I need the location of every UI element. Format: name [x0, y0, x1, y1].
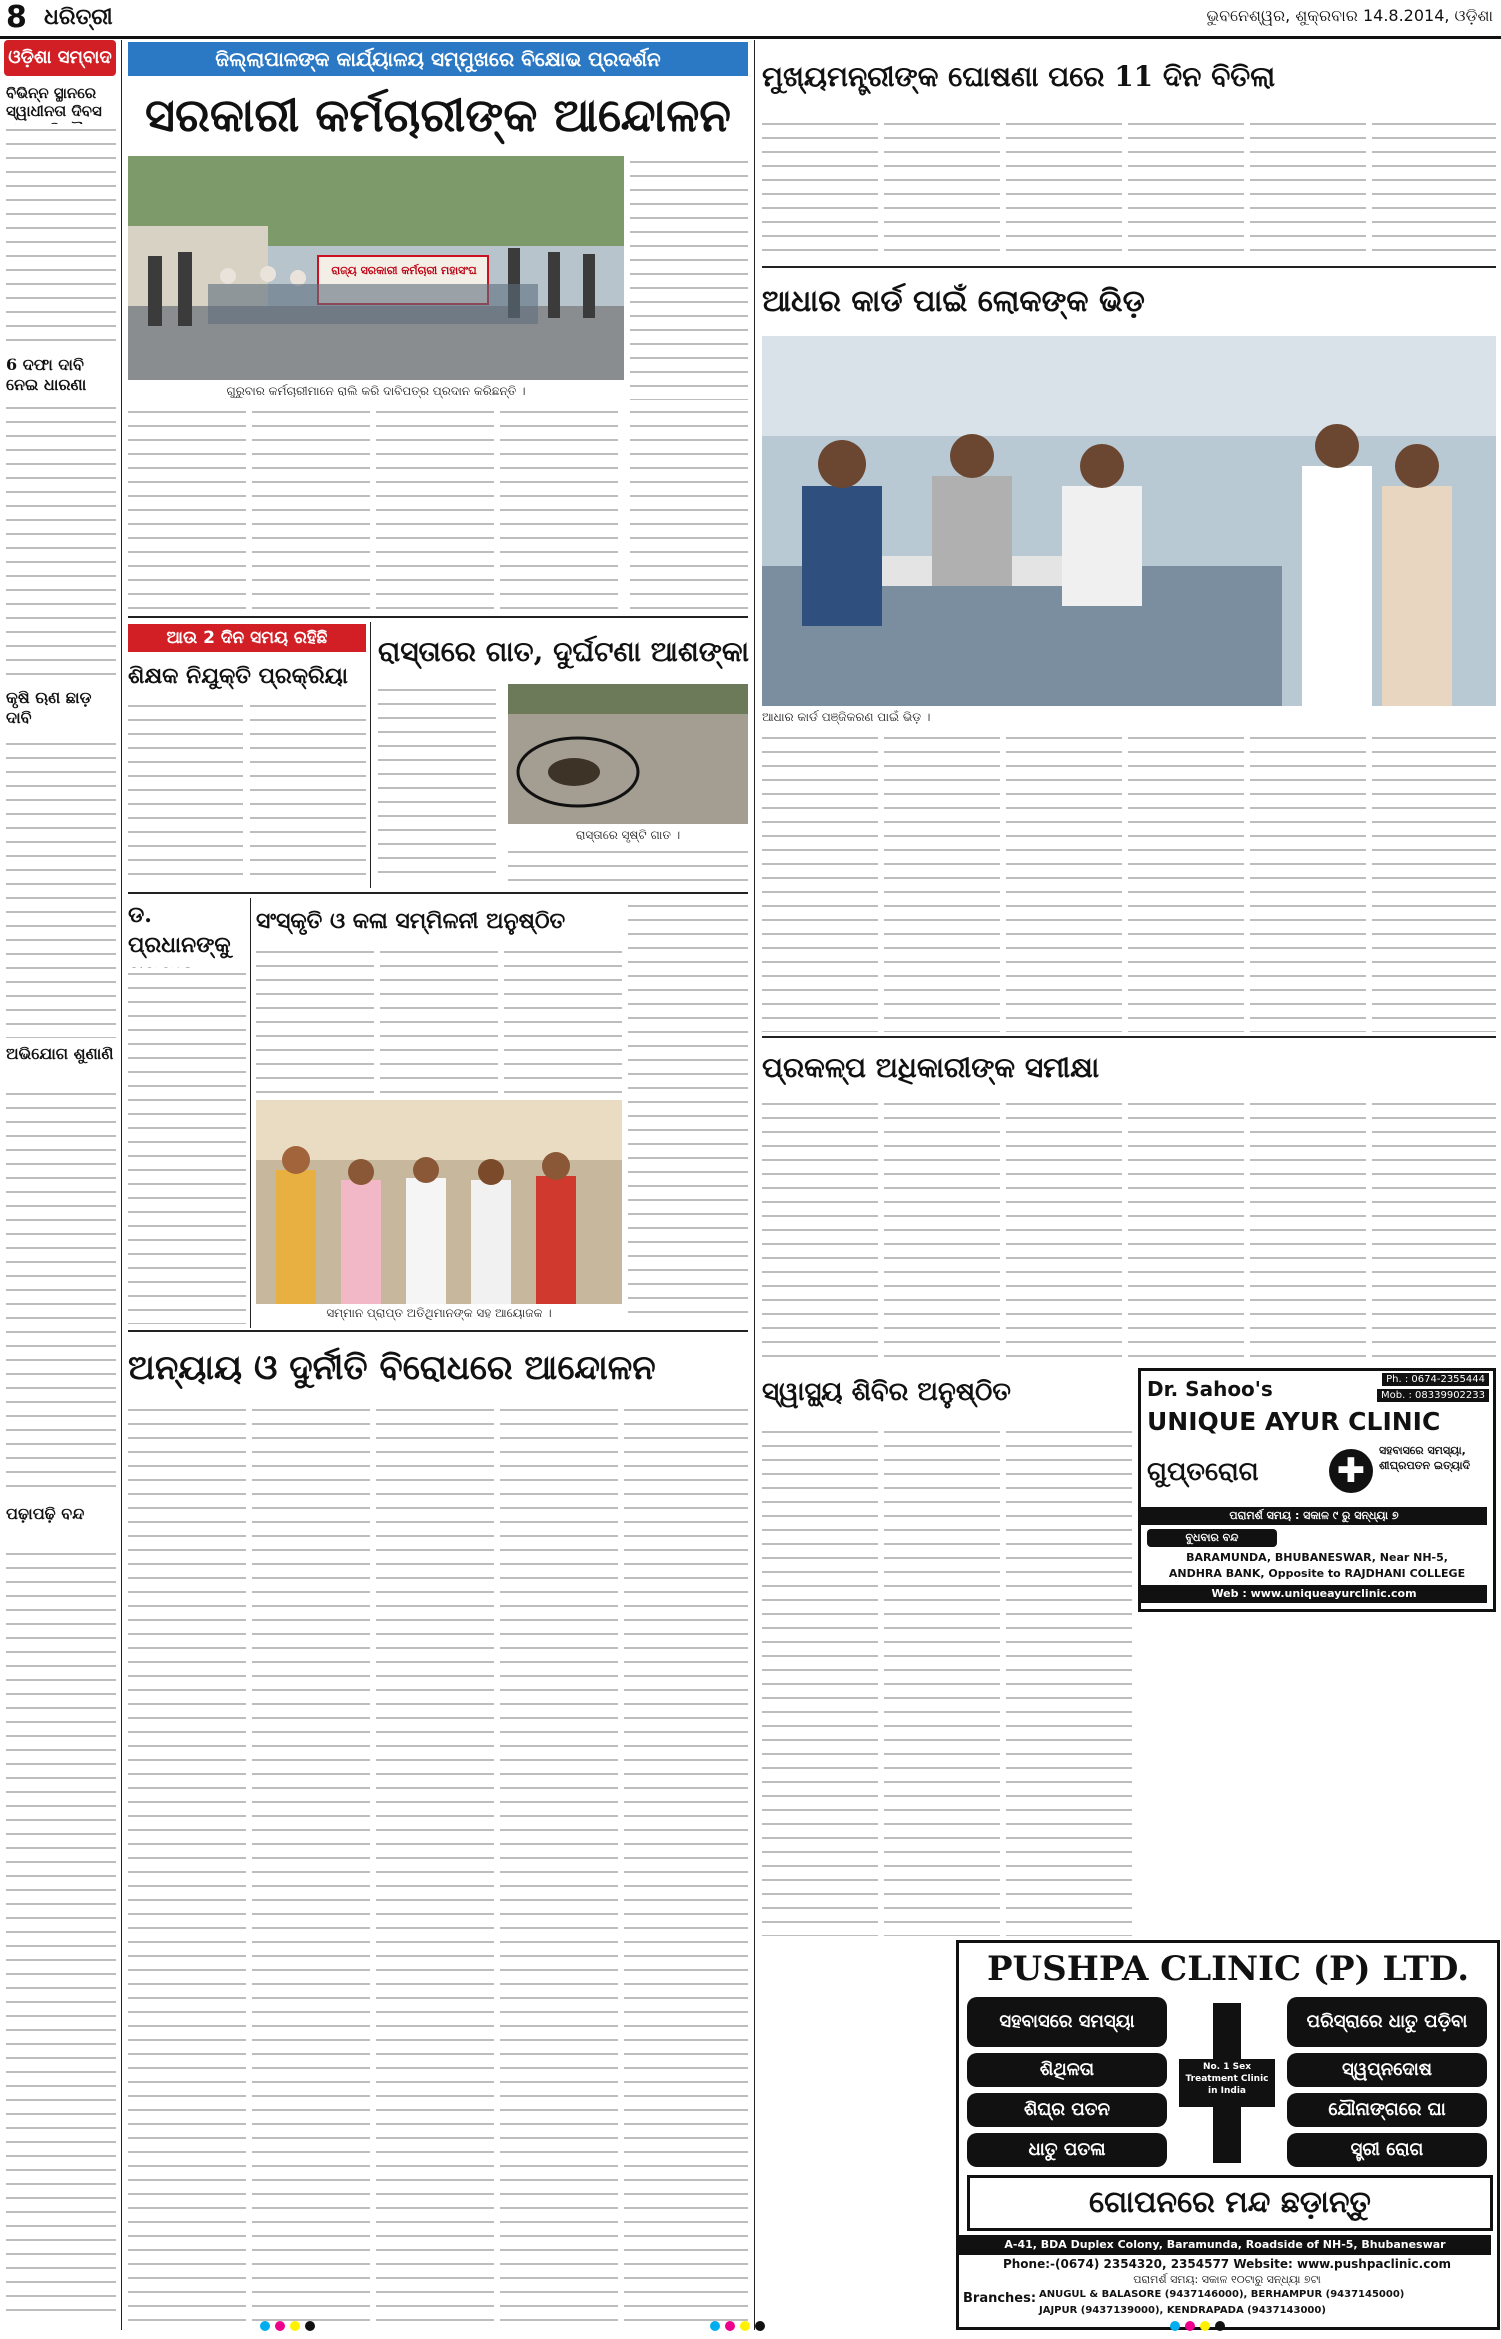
column-rule — [121, 40, 122, 2330]
section-rule — [762, 266, 1496, 268]
right-article-2-col-2 — [884, 732, 1000, 1032]
felicitation-caption: ସମ୍ମାନ ପ୍ରାପ୍ତ ଅତିଥିମାନଙ୍କ ସହ ଆୟୋଜକ । — [326, 1306, 552, 1320]
right-article-3-col-4 — [1128, 1098, 1244, 1358]
felicitation-image — [256, 1100, 622, 1304]
left-article-3-text — [6, 738, 116, 1038]
main-story-col-2 — [252, 406, 370, 612]
ad1-closed: ବୁଧବାର ବନ୍ଦ — [1147, 1529, 1277, 1547]
pothole-caption: ରାସ୍ତାରେ ସୃଷ୍ଟି ଗାତ । — [575, 828, 681, 842]
sub-story-3-col-5 — [628, 900, 748, 1324]
main-story-col-5 — [630, 406, 748, 612]
cyan-mark — [710, 2321, 720, 2331]
ad1-doctor-name: Dr. Sahoo's — [1147, 1377, 1273, 1401]
right-article-3-col-6 — [1372, 1098, 1496, 1358]
ad1-odia-side: ସହବାସରେ ସମସ୍ୟା, ଶୀଘ୍ରପତନ ଇତ୍ୟାଦି — [1379, 1444, 1471, 1472]
right-article-1-col-5 — [1250, 118, 1366, 260]
page-number: 8 — [6, 0, 27, 35]
cyan-mark — [260, 2321, 270, 2331]
sub-story-3-headline: ଡ. ପ୍ରଧାନଙ୍କୁ — [128, 902, 231, 958]
road-pothole-image — [508, 684, 748, 824]
right-article-2-col-3 — [1006, 732, 1122, 1032]
ad2-item-right-2: ସ୍ୱପ୍ନଦୋଷ — [1287, 2053, 1487, 2087]
ad2-item-right-4: ସ୍ତ୍ରୀ ରୋଗ — [1287, 2133, 1487, 2167]
main-story-kicker: ଜିଲ୍ଲାପାଳଙ୍କ କାର୍ଯ୍ୟାଳୟ ସମ୍ମୁଖରେ ବିକ୍ଷୋଭ ପ୍ରଦର୍ଶନ — [128, 42, 748, 76]
right-headline-3: ପ୍ରକଳ୍ପ ଅଧିକାରୀଙ୍କ ସମୀକ୍ଷା — [762, 1051, 1100, 1084]
ad2-address: A-41, BDA Duplex Colony, Baramunda, Roadside of NH-5, Bhubaneswar — [959, 2235, 1491, 2255]
right-article-3-col-5 — [1250, 1098, 1366, 1358]
ad2-item-left-2: ଶିଥିଳତା — [967, 2053, 1167, 2087]
sub-story-2-col-2 — [508, 846, 748, 886]
ad1-mobile: Mob. : 08339902233 — [1377, 1389, 1489, 1402]
bottom-story-col-1 — [128, 1404, 246, 2324]
left-headline-4: ଅଭିଯୋଗ ଶୁଣାଣି — [6, 1044, 114, 1063]
sub-story-3-col-3 — [380, 946, 498, 1096]
page-header — [0, 0, 1501, 39]
left-article-5-text — [6, 1548, 116, 2318]
ad2-item-right-1: ପରିସ୍ରାରେ ଧାତୁ ପଡ଼ିବା — [1287, 1997, 1487, 2047]
felicitation-photo — [256, 1100, 622, 1304]
ad2-slogan: ଗୋପନରେ ମନ୍ଦ ଛଡ଼ାନ୍ତୁ — [967, 2175, 1493, 2231]
column-rule — [250, 898, 251, 1328]
ad2-item-left-4: ଧାତୁ ପତଳା — [967, 2133, 1167, 2167]
main-story-headline: ସରକାରୀ କର୍ମଚାରୀଙ୍କ ଆନ୍ଦୋଳନ — [145, 88, 731, 142]
ad1-clinic-title: UNIQUE AYUR CLINIC — [1147, 1407, 1441, 1436]
bottom-story-headline: ଅନ୍ୟାୟ ଓ ଦୁର୍ନୀତି ବିରୋଧରେ ଆନ୍ଦୋଳନ — [128, 1348, 656, 1388]
right-headline-1: ମୁଖ୍ୟମନ୍ତ୍ରୀଙ୍କ ଘୋଷଣା ପରେ 11 ଦିନ ବିତିଲା — [762, 60, 1276, 93]
ad2-item-right-3: ଯୌନାଙ୍ଗରେ ଘା — [1287, 2093, 1487, 2127]
black-mark — [1215, 2321, 1225, 2331]
black-mark — [755, 2321, 765, 2331]
ad1-address-2: ANDHRA BANK, Opposite to RAJDHANI COLLEGE — [1168, 1567, 1466, 1580]
black-mark — [305, 2321, 315, 2331]
yellow-mark — [740, 2321, 750, 2331]
sub-story-3-headline-2: ସଂସ୍କୃତି ଓ କଳା ସମ୍ମିଳନୀ ଅନୁଷ୍ଠିତ — [256, 908, 566, 934]
right-headline-4: ସ୍ୱାସ୍ଥ୍ୟ ଶିବିର ଅନୁଷ୍ଠିତ — [762, 1377, 1011, 1407]
right-article-2-col-4 — [1128, 732, 1244, 1032]
left-headline-5: ପଢ଼ାପଢ଼ି ବନ୍ଦ — [6, 1504, 85, 1523]
cross-icon: ✚ — [1329, 1449, 1373, 1493]
left-article-4-text — [6, 1088, 116, 1498]
main-story-col-3 — [376, 406, 494, 612]
sub-story-3-col-4 — [504, 946, 622, 1096]
main-photo-caption: ଗୁରୁବାର କର୍ମଚାରୀମାନେ ରାଲି କରି ଦାବିପତ୍ର ପ୍ରଦାନ କରିଛନ୍ତି । — [226, 384, 526, 398]
yellow-mark — [290, 2321, 300, 2331]
left-headline-2: 6 ଦଫା ଦାବି ନେଇ ଧାରଣା — [6, 355, 87, 394]
aadhaar-photo — [762, 336, 1496, 706]
right-article-4-col-2 — [884, 1426, 1000, 1936]
rally-banner-text: ରାଜ୍ୟ ସରକାରୀ କର୍ମଚାରୀ ମହାସଂଘ — [331, 264, 477, 277]
ad1-address-1: BARAMUNDA, BHUBANESWAR, Near NH-5, — [1186, 1551, 1448, 1564]
ad2-branches-label: Branches: — [963, 2291, 1037, 2306]
ad1-web: Web : www.uniqueayurclinic.com — [1141, 1585, 1487, 1603]
ad2-phone: Phone:-(0674) 2354320, 2354577 Website: www.pushpaclinic.com — [1002, 2257, 1452, 2271]
sub-story-3-col-2 — [256, 946, 374, 1096]
sub-story-2-col-1 — [378, 684, 496, 884]
ad2-timing: ପରାମର୍ଶ ସମୟ: ସକାଳ ୧୦ଟାରୁ ସନ୍ଧ୍ୟା ୭ଟା — [1133, 2273, 1321, 2286]
right-article-1-col-3 — [1006, 118, 1122, 260]
right-article-2-col-1 — [762, 732, 878, 1032]
ad1-timing: ପରାମର୍ଶ ସମୟ : ସକାଳ ୯ ରୁ ସନ୍ଧ୍ୟା ୭ — [1141, 1507, 1487, 1525]
left-headline-1: ବିଭିନ୍ନ ସ୍ଥାନରେ ସ୍ୱାଧୀନତା ଦିବସ — [6, 84, 102, 120]
main-story-col-4 — [500, 406, 618, 612]
left-column-label: ଓଡ଼ିଶା ସମ୍ବାଦ — [4, 40, 116, 76]
main-story-col-1 — [128, 406, 246, 612]
right-article-1-col-2 — [884, 118, 1000, 260]
left-article-1-text — [6, 124, 116, 350]
bottom-story-col-2 — [252, 1404, 370, 2324]
section-rule — [128, 892, 748, 894]
right-article-4-col-1 — [762, 1426, 878, 1936]
sub-story-1-headline: ଶିକ୍ଷକ ନିଯୁକ୍ତି ପ୍ରକ୍ରିୟା — [128, 663, 348, 689]
publication-name: ଧରିତ୍ରୀ — [44, 4, 113, 30]
section-rule — [128, 1330, 748, 1332]
magenta-mark — [275, 2321, 285, 2331]
magenta-mark — [725, 2321, 735, 2331]
pothole-photo — [508, 684, 748, 824]
dateline: ଭୁବନେଶ୍ୱର, ଶୁକ୍ରବାର 14.8.2014, ଓଡ଼ିଶା — [1206, 6, 1493, 25]
ad1-odia-title: ଗୁପ୍ତରୋଗ — [1147, 1457, 1259, 1487]
right-headline-2: ଆଧାର କାର୍ଡ ପାଇଁ ଲୋକଙ୍କ ଭିଡ଼ — [762, 284, 1145, 319]
ad-unique-ayur-clinic — [1138, 1368, 1496, 1612]
ad2-item-left-1: ସହବାସରେ ସମସ୍ୟା — [967, 1997, 1167, 2047]
column-rule — [370, 622, 371, 888]
left-article-2-text — [6, 402, 116, 682]
right-article-3-col-3 — [1006, 1098, 1122, 1358]
sub-story-1-label: ଆଉ 2 ଦିନ ସମୟ ରହିଛି — [128, 624, 366, 652]
left-headline-3: କୃଷି ଋଣ ଛାଡ଼ ଦାବି — [6, 688, 92, 727]
cyan-mark — [1170, 2321, 1180, 2331]
magenta-mark — [1185, 2321, 1195, 2331]
section-rule — [762, 1036, 1496, 1038]
registration-marks — [0, 2309, 1501, 2339]
sub-story-1-col-2 — [250, 700, 366, 886]
section-rule — [128, 616, 748, 618]
sub-story-3-col-1 — [128, 968, 246, 1324]
column-rule — [754, 40, 755, 2330]
ad2-center-text: No. 1 Sex Treatment Clinic in India — [1185, 2062, 1269, 2096]
ad2-item-left-3: ଶିଘ୍ର ପତନ — [967, 2093, 1167, 2127]
main-story-side-text — [630, 156, 748, 400]
ad-pushpa-clinic — [956, 1940, 1500, 2330]
bottom-story-col-5 — [624, 1404, 748, 2324]
right-article-2-col-6 — [1372, 732, 1496, 1032]
yellow-mark — [1200, 2321, 1210, 2331]
sub-story-1-col-1 — [128, 700, 243, 886]
sub-story-2-headline: ରାସ୍ତାରେ ଗାତ, ଦୁର୍ଘଟଣା ଆଶଙ୍କା — [378, 635, 749, 668]
bottom-story-col-3 — [376, 1404, 494, 2324]
ad1-phone: Ph. : 0674-2355444 — [1382, 1373, 1489, 1386]
right-article-3-col-1 — [762, 1098, 878, 1358]
right-article-4-col-3 — [1006, 1426, 1132, 1936]
main-story-photo — [128, 156, 624, 380]
right-article-1-col-1 — [762, 118, 878, 260]
right-article-2-col-5 — [1250, 732, 1366, 1032]
right-article-3-col-2 — [884, 1098, 1000, 1358]
right-article-1-col-4 — [1128, 118, 1244, 260]
right-article-1-col-6 — [1372, 118, 1496, 260]
bottom-story-col-4 — [500, 1404, 618, 2324]
ad2-branches-2: JAJPUR (9437139000), KENDRAPADA (9437143000) — [1039, 2305, 1326, 2316]
queue-photo — [762, 336, 1496, 706]
ad2-branches-1: ANUGUL & BALASORE (9437146000), BERHAMPUR (9437145000) — [1039, 2289, 1405, 2300]
ad2-title: PUSHPA CLINIC (P) LTD. — [986, 1949, 1470, 1989]
aadhaar-caption: ଆଧାର କାର୍ଡ ପଞ୍ଜିକରଣ ପାଇଁ ଭିଡ଼ । — [762, 710, 931, 724]
